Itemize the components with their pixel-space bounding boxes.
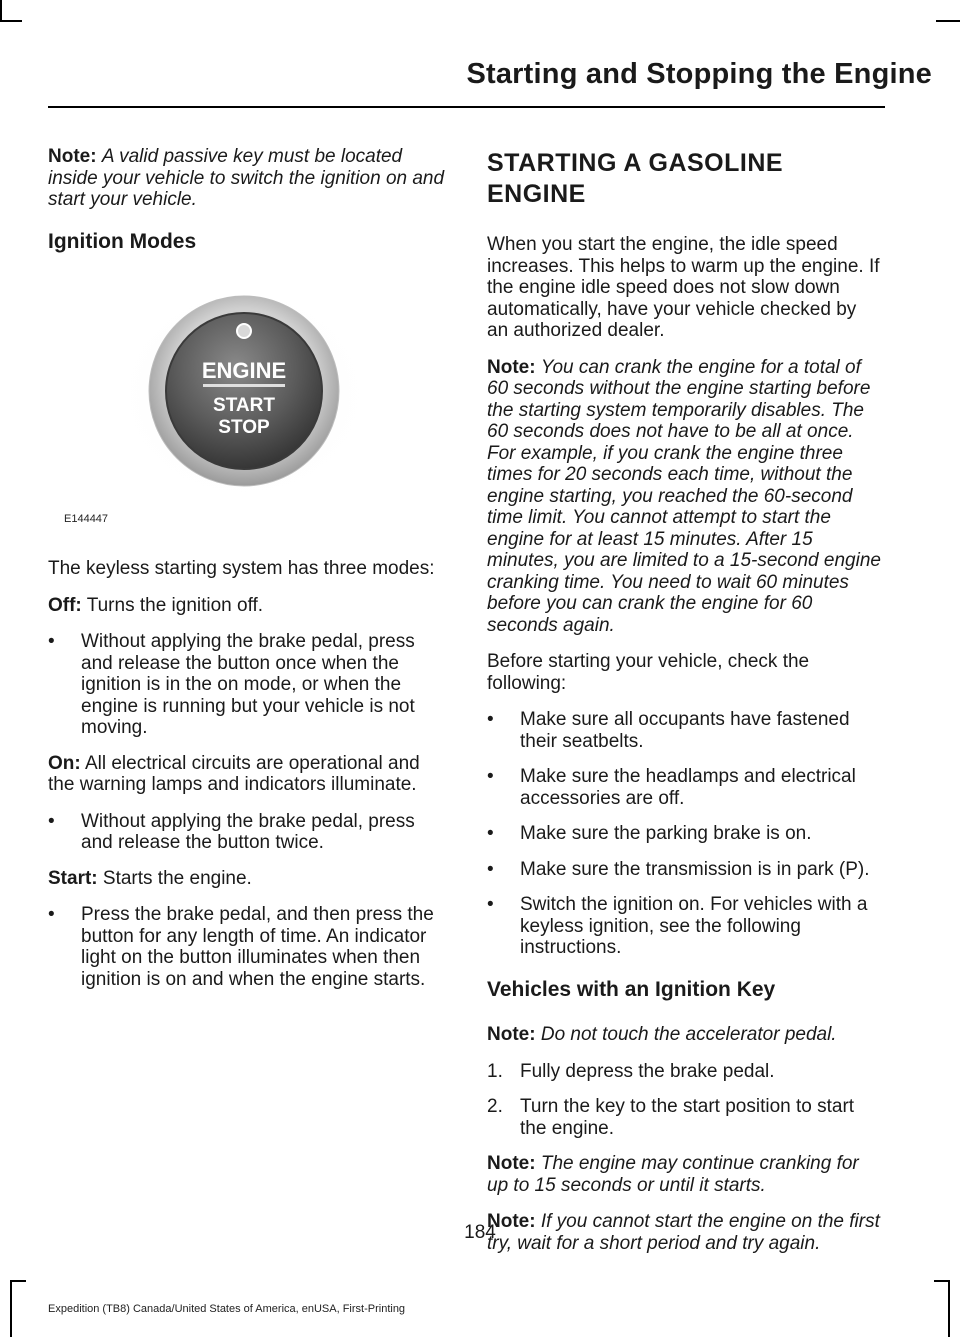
figure-label-engine: ENGINE bbox=[201, 358, 287, 383]
list-item: • Without applying the brake pedal, press and release the button once when the ignition is in the on mode, or when the engine is running but your vehicle is not moving. bbox=[48, 631, 415, 738]
on-bullets bbox=[48, 811, 448, 854]
mode-label: Off: bbox=[48, 594, 82, 616]
crop-mark bbox=[0, 20, 22, 22]
bullet-glyph: • bbox=[48, 810, 55, 832]
header-divider bbox=[48, 106, 885, 108]
crop-mark bbox=[10, 1280, 12, 1337]
mode-off bbox=[48, 595, 448, 617]
mode-start bbox=[48, 868, 448, 890]
note-label: Note: bbox=[48, 146, 97, 167]
figure-id: E144447 bbox=[64, 512, 109, 525]
step-number: 2. bbox=[487, 1096, 503, 1117]
mode-on bbox=[48, 753, 448, 796]
crop-mark bbox=[934, 1280, 950, 1282]
paragraph-before-starting: Before starting your vehicle, check the following: bbox=[487, 651, 810, 694]
crop-mark bbox=[948, 1280, 950, 1337]
note-text: If you cannot start the engine on the first try, wait for a short period and try again. bbox=[487, 1211, 880, 1254]
note-text: You can crank the engine for a total of 60 seconds without the engine starting before the starting system temporarily disables. The 60 seconds does not have to be all at once. For example, if you crank the engine three times for 20 seconds each time, without the engine starting, you reached the 60-second time limit. You cannot attempt to start the engine for at least 15 minutes. After 15 minutes, you are limited to a 15-second engine cranking time. You need to wait 60 minutes before you can crank the engine for 60 seconds again. bbox=[487, 356, 881, 636]
note-text: The engine may continue cranking for up to 15 seconds or until it starts. bbox=[487, 1153, 859, 1196]
bullet-glyph: • bbox=[487, 823, 494, 844]
note-passive-key bbox=[48, 146, 448, 211]
right-column bbox=[487, 146, 882, 1269]
mode-text: All electrical circuits are operational and the warning lamps and indicators illuminate. bbox=[48, 752, 420, 795]
start-stop-button-icon bbox=[62, 276, 362, 538]
checklist bbox=[487, 709, 882, 959]
off-bullets bbox=[48, 631, 448, 739]
mode-label: On: bbox=[48, 752, 81, 774]
bullet-glyph: • bbox=[487, 894, 494, 915]
bullet-glyph: • bbox=[487, 766, 494, 787]
list-item: 2. Turn the key to the start position to start the engine. bbox=[487, 1096, 855, 1139]
page-number: 184 bbox=[464, 1222, 496, 1243]
note-label: Note: bbox=[487, 1153, 536, 1174]
note-accelerator bbox=[487, 1024, 882, 1046]
note-cranking-limit bbox=[487, 357, 882, 637]
mode-label: Start: bbox=[48, 867, 98, 889]
crop-mark bbox=[10, 1280, 26, 1282]
note-cranking-duration bbox=[487, 1153, 882, 1196]
start-bullets bbox=[48, 904, 448, 990]
note-label: Note: bbox=[487, 1024, 536, 1045]
crop-mark bbox=[0, 0, 2, 22]
paragraph-idle-speed: When you start the engine, the idle speed increases. This helps to warm up the engine. If the engine idle speed does not slow down automatically, have your vehicle checked by an authorized dealer. bbox=[487, 234, 880, 341]
list-item: • Make sure the parking brake is on. bbox=[487, 823, 812, 844]
ignition-modes-heading: Ignition Modes bbox=[48, 229, 197, 253]
list-item: • Make sure all occupants have fastened their seatbelts. bbox=[487, 709, 850, 752]
crop-mark bbox=[936, 20, 960, 22]
bullet-glyph: • bbox=[487, 709, 494, 730]
page-title: Starting and Stopping the Engine bbox=[466, 58, 932, 90]
list-item: • Press the brake pedal, and then press the button for any length of time. An indicator light on the button illuminates when then ignition is on and when the engine starts. bbox=[48, 904, 434, 990]
list-item: 1. Fully depress the brake pedal. bbox=[487, 1060, 775, 1082]
note-label: Note: bbox=[487, 1211, 536, 1232]
note-label: Note: bbox=[487, 356, 536, 378]
bullet-glyph: • bbox=[487, 858, 494, 880]
intro-text: The keyless starting system has three modes: bbox=[48, 558, 435, 579]
section-title: STARTING A GASOLINE ENGINE bbox=[487, 149, 784, 208]
engine-start-stop-button-figure bbox=[62, 276, 362, 538]
ignition-key-heading: Vehicles with an Ignition Key bbox=[487, 977, 776, 1001]
bullet-glyph: • bbox=[48, 904, 55, 925]
list-item: • Switch the ignition on. For vehicles with a keyless ignition, see the following instructions. bbox=[487, 894, 868, 958]
footer-publication-info: Expedition (TB8) Canada/United States of America, enUSA, First-Printing bbox=[48, 1303, 406, 1315]
note-text: A valid passive key must be located inside your vehicle to switch the ignition on and start your vehicle. bbox=[48, 146, 445, 210]
bullet-glyph: • bbox=[48, 631, 55, 652]
list-item: • Make sure the headlamps and electrical accessories are off. bbox=[487, 766, 856, 809]
mode-text: Starts the engine. bbox=[102, 867, 252, 889]
note-text: Do not touch the accelerator pedal. bbox=[540, 1024, 837, 1045]
list-item: • Without applying the brake pedal, press and release the button twice. bbox=[48, 810, 415, 853]
mode-text: Turns the ignition off. bbox=[86, 594, 264, 616]
figure-label-start: START bbox=[213, 395, 275, 416]
list-item: • Make sure the transmission is in park (P). bbox=[487, 858, 870, 880]
left-column bbox=[48, 146, 448, 1004]
steps-list bbox=[487, 1061, 882, 1140]
step-number: 1. bbox=[487, 1060, 503, 1082]
figure-label-stop: STOP bbox=[218, 417, 270, 438]
